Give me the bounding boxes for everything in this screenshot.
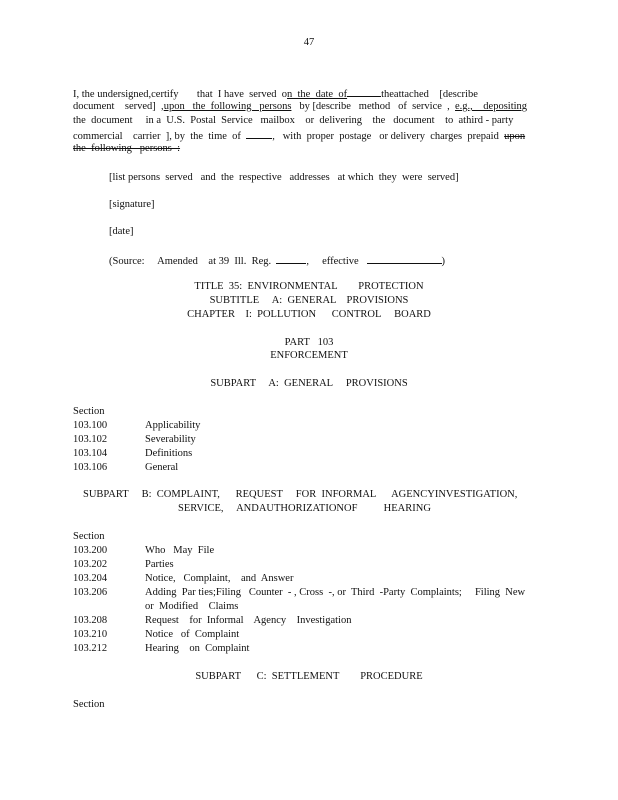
section-number: 103.212 bbox=[73, 643, 108, 654]
section-title: Parties bbox=[145, 559, 174, 570]
cert-line-1: I, the undersigned,certify that I have served on the date of theattached [describe bbox=[73, 89, 478, 100]
section-number: 103.100 bbox=[73, 420, 108, 431]
reg-blank bbox=[276, 254, 306, 264]
section-title: General bbox=[145, 462, 179, 473]
subpart-a-heading: SUBPART A: GENERAL PROVISIONS bbox=[210, 378, 408, 389]
subpart-c-heading: SUBPART C: SETTLEMENT PROCEDURE bbox=[195, 671, 423, 682]
section-label: Section bbox=[73, 699, 105, 710]
time-blank bbox=[246, 129, 272, 139]
title-line: TITLE 35: ENVIRONMENTAL PROTECTION bbox=[194, 281, 424, 292]
date-placeholder: [date] bbox=[109, 226, 134, 237]
cert-line-3: the document in a U.S. Postal Service mailbox or delivering the document to athird - party bbox=[73, 115, 514, 126]
section-title: Who May File bbox=[145, 545, 215, 556]
page-number: 47 bbox=[303, 37, 315, 48]
section-title: Severability bbox=[145, 434, 196, 445]
subpart-b-heading-continued: SERVICE, ANDAUTHORIZATIONOF HEARING bbox=[178, 503, 431, 514]
section-title: Applicability bbox=[145, 420, 201, 431]
subtitle-line: SUBTITLE A: GENERAL PROVISIONS bbox=[209, 295, 409, 306]
effective-blank bbox=[367, 254, 442, 264]
persons-placeholder: [list persons served and the respective addresses at which they were served] bbox=[109, 172, 459, 183]
section-number: 103.208 bbox=[73, 615, 108, 626]
section-title: Notice, Complaint, and Answer bbox=[145, 573, 294, 584]
section-number: 103.206 bbox=[73, 587, 108, 598]
section-number: 103.204 bbox=[73, 573, 108, 584]
section-label: Section bbox=[73, 531, 105, 542]
section-title: Adding Par ties;Filing Counter - , Cross -, or Third -Party Complaints; Filing New bbox=[145, 587, 526, 598]
section-label: Section bbox=[73, 406, 105, 417]
signature-placeholder: [signature] bbox=[109, 199, 155, 210]
chapter-line: CHAPTER I: POLLUTION CONTROL BOARD bbox=[187, 309, 431, 320]
section-number: 103.210 bbox=[73, 629, 108, 640]
section-number: 103.102 bbox=[73, 434, 108, 445]
section-title: Notice of Complaint bbox=[145, 629, 240, 640]
section-title-continued: or Modified Claims bbox=[145, 601, 239, 612]
section-number: 103.202 bbox=[73, 559, 108, 570]
cert-line-5: the following persons : bbox=[73, 143, 181, 154]
cert-line-4: commercial carrier ], by the time of , with proper postage or delivery charges prepaid upon bbox=[73, 131, 526, 142]
section-number: 103.104 bbox=[73, 448, 108, 459]
section-title: Request for Informal Agency Investigation bbox=[145, 615, 352, 626]
date-blank bbox=[347, 87, 381, 97]
section-title: Hearing on Complaint bbox=[145, 643, 250, 654]
section-number: 103.200 bbox=[73, 545, 108, 556]
part-line: PART 103 bbox=[284, 337, 334, 348]
section-number: 103.106 bbox=[73, 462, 108, 473]
cert-line-2: document served] ,upon the following persons by [describe method of service , e.g., depositing bbox=[73, 101, 528, 112]
section-title: Definitions bbox=[145, 448, 193, 459]
source-note: (Source: Amended at 39 Ill. Reg. , effective ) bbox=[109, 256, 446, 267]
part-name: ENFORCEMENT bbox=[270, 350, 348, 361]
subpart-b-heading: SUBPART B: COMPLAINT, REQUEST FOR INFORMAL AGENCYINVESTIGATION, bbox=[83, 489, 518, 500]
